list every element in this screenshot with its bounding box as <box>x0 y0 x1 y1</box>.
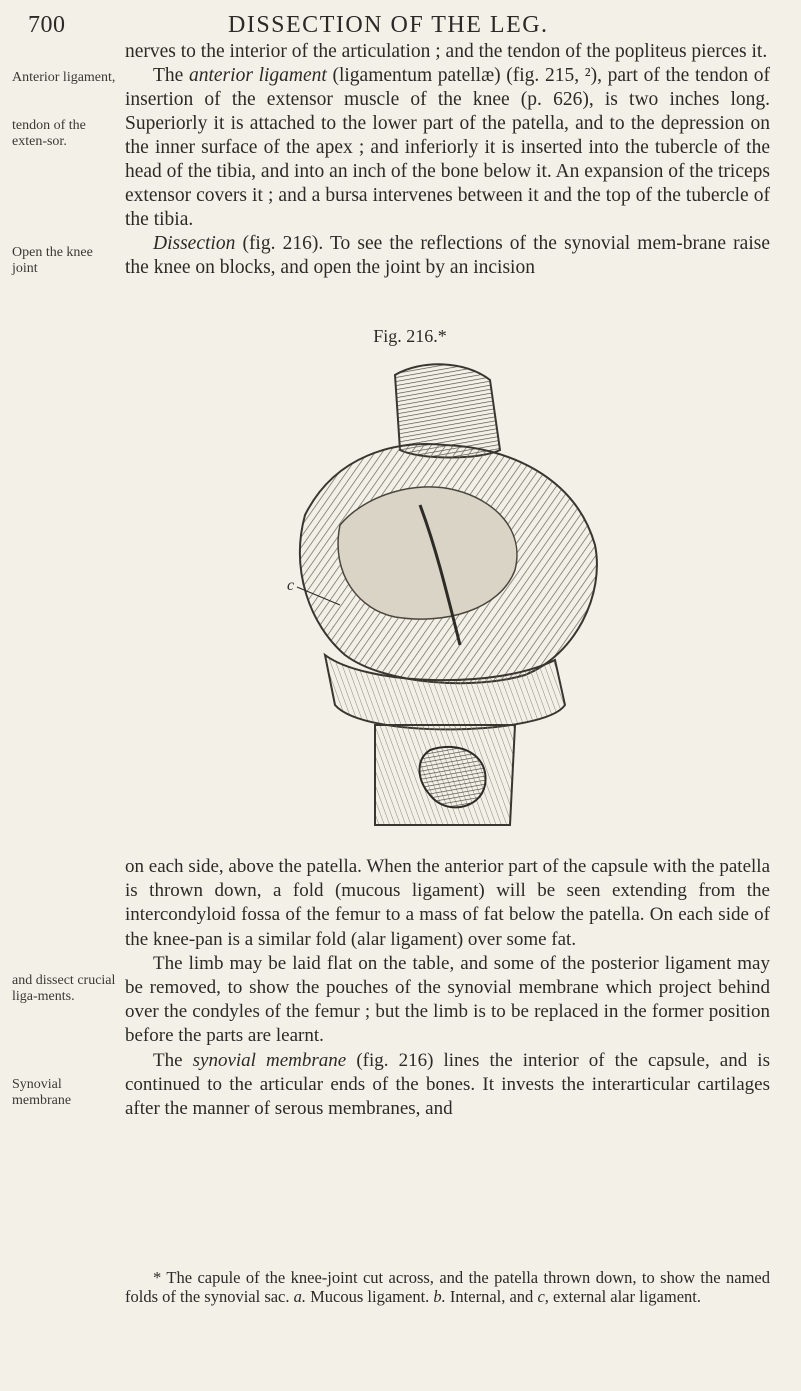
footnote-b-text: Internal, and <box>445 1287 538 1306</box>
paragraph-dissection <box>125 232 770 280</box>
paragraph-synovial <box>125 1049 770 1122</box>
footnote-text: * The capule of the knee-joint cut across, and the patella thrown down, to show the named folds of the synovial sac. <box>125 1268 770 1306</box>
body-text-bottom <box>125 855 770 1121</box>
term-dissection: Dissection <box>153 233 236 254</box>
synovial-sac <box>338 487 517 619</box>
margin-note-anterior-ligament: Anterior ligament, <box>12 70 116 85</box>
margin-note-tendon: tendon of the exten-sor. <box>12 118 86 149</box>
p3-body: (fig. 216). To see the reflections of the synovial mem-brane raise the knee on blocks, and open the joint by an incision <box>125 233 770 278</box>
page-number: 700 <box>28 12 66 38</box>
footnote-a-text: Mucous ligament. <box>306 1287 434 1306</box>
footnote-paragraph <box>125 1268 770 1306</box>
margin-note-crucial-ligaments: and dissect crucial liga-ments. <box>12 973 116 1004</box>
paragraph-capsule: on each side, above the patella. When the anterior part of the capsule with the patella is thrown down, a fold (mucous ligament) will be seen extending from the intercondyloid fossa of the femur to a mass of fat below the patella. On each side of the knee-pan is a similar fold (alar ligament) over some fat. <box>125 856 770 950</box>
p6-lead: The <box>153 1049 193 1071</box>
footnote-c-label: c, <box>537 1287 549 1306</box>
body-text-top <box>125 40 770 280</box>
term-anterior-ligament: anterior ligament <box>188 65 327 86</box>
figure-title: Fig. 216.* <box>373 326 447 346</box>
footnote-a-label: a. <box>293 1287 307 1306</box>
term-synovial-membrane: synovial membrane <box>192 1049 347 1071</box>
margin-note-open-joint: Open the knee joint <box>12 245 93 276</box>
knee-joint-figure <box>245 355 615 835</box>
footnote-b-label: b. <box>433 1287 446 1306</box>
knee-illustration <box>245 355 615 835</box>
femur-shaft <box>395 364 500 457</box>
p2-body: (ligamentum patellæ) (fig. 215, ²), part of the tendon of insertion of the extensor muscle of the knee (p. 626), is two inches long. Superiorly it is attached to the lower part of the patella, and to the depression on the inner surface of the apex ; and inferiorly it is inserted into the tubercle of the head of the tibia, and into an inch of the bone below it. An expansion of the triceps extensor covers it ; and a bursa intervenes between it and the top of the tubercle of the tibia. <box>125 65 770 230</box>
footnote <box>125 1268 770 1306</box>
running-head: DISSECTION OF THE LEG. <box>228 12 549 38</box>
figure-label-c: c <box>287 577 295 594</box>
p6-body: (fig. 216) lines the interior of the capsule, and is continued to the articular ends of the bones. It invests the interarticular cartilages after the manner of serous membranes, and <box>125 1049 770 1120</box>
margin-note-synovial-membrane: Synovial membrane <box>12 1077 72 1108</box>
paragraph-anterior-ligament <box>125 64 770 232</box>
p2-lead: The <box>153 65 189 86</box>
footnote-c-text: external alar ligament. <box>548 1287 701 1306</box>
paragraph-limb: The limb may be laid flat on the table, and some of the posterior ligament may be removed, to show the pouches of the synovial membrane which project behind over the condyles of the femur ; but the limb is to be replaced in the former position before the parts are learnt. <box>125 952 770 1047</box>
paragraph-popliteus: nerves to the interior of the articulation ; and the tendon of the popliteus pierces it. <box>125 41 768 62</box>
page-header <box>28 12 761 42</box>
